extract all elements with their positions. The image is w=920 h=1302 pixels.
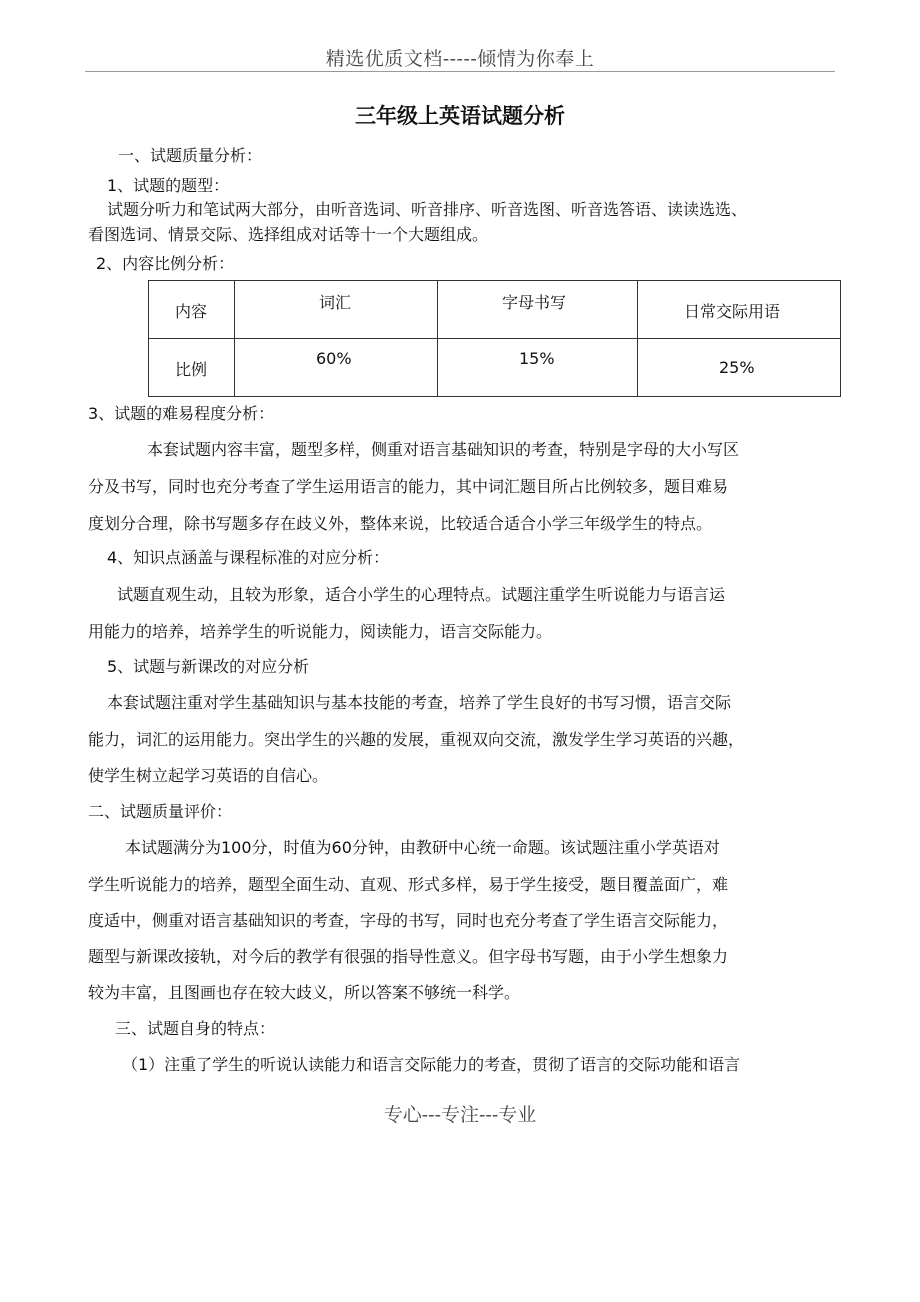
q3-heading: 3、试题的难易程度分析： [88, 404, 275, 423]
q1-heading: 1、试题的题型： [107, 176, 230, 195]
table-row [149, 339, 841, 397]
sec2-paragraph-line: 较为丰富，且图画也存在较大歧义，所以答案不够统一科学。 [88, 983, 521, 1002]
q4-paragraph-line: 用能力的培养，培养学生的听说能力，阅读能力，语言交际能力。 [88, 622, 553, 641]
header-divider [85, 71, 835, 72]
table-row [149, 281, 841, 339]
ratio-table [148, 280, 841, 397]
q5-paragraph-line: 本套试题注重对学生基础知识与基本技能的考查，培养了学生良好的书写习惯，语言交际 [107, 693, 732, 712]
q5-paragraph-line: 使学生树立起学习英语的自信心。 [88, 766, 329, 785]
page-header: 精选优质文档-----倾情为你奉上 [325, 48, 595, 70]
section1-heading: 一、试题质量分析： [118, 146, 263, 165]
q4-heading: 4、知识点涵盖与课程标准的对应分析： [107, 548, 390, 567]
q2-heading: 2、内容比例分析： [96, 254, 235, 273]
table-cell: 词汇 [235, 281, 438, 339]
q1-paragraph-line: 看图选词、情景交际、选择组成对话等十一个大题组成。 [88, 225, 489, 244]
document-title: 三年级上英语试题分析 [355, 104, 565, 128]
table-cell: 比例 [149, 339, 235, 397]
q3-paragraph-line: 分及书写，同时也充分考查了学生运用语言的能力，其中词汇题目所占比例较多，题目难易 [88, 477, 729, 496]
table-cell: 60% [235, 339, 438, 397]
q5-heading: 5、试题与新课改的对应分析 [107, 657, 310, 676]
q4-paragraph-line: 试题直观生动，且较为形象，适合小学生的心理特点。试题注重学生听说能力与语言运 [117, 585, 726, 604]
table-cell: 字母书写 [438, 281, 638, 339]
q5-paragraph-line: 能力，词汇的运用能力。突出学生的兴趣的发展，重视双向交流，激发学生学习英语的兴趣， [88, 730, 745, 749]
sec2-paragraph-line: 本试题满分为100分，时值为60分钟，由教研中心统一命题。该试题注重小学英语对 [125, 838, 720, 857]
table-cell: 内容 [149, 281, 235, 339]
sec2-paragraph-line: 题型与新课改接轨，对今后的教学有很强的指导性意义。但字母书写题，由于小学生想象力 [88, 947, 729, 966]
sec2-paragraph-line: 度适中，侧重对语言基础知识的考查，字母的书写，同时也充分考查了学生语言交际能力， [88, 911, 729, 930]
q3-paragraph-line: 本套试题内容丰富，题型多样，侧重对语言基础知识的考查，特别是字母的大小写区 [147, 440, 740, 459]
q1-paragraph-line: 试题分听力和笔试两大部分，由听音选词、听音排序、听音选图、听音选答语、读读选选、 [107, 200, 748, 219]
table-cell: 日常交际用语 [638, 281, 841, 339]
table-cell: 25% [638, 339, 841, 397]
section2-heading: 二、试题质量评价： [88, 802, 233, 821]
sec3-paragraph-line: （1）注重了学生的听说认读能力和语言交际能力的考查，贯彻了语言的交际功能和语言 [122, 1055, 741, 1074]
sec2-paragraph-line: 学生听说能力的培养，题型全面生动、直观、形式多样，易于学生接受，题目覆盖面广，难 [88, 875, 729, 894]
q3-paragraph-line: 度划分合理，除书写题多存在歧义外，整体来说，比较适合适合小学三年级学生的特点。 [88, 514, 713, 533]
page-footer: 专心---专注---专业 [383, 1104, 537, 1126]
table-cell: 15% [438, 339, 638, 397]
section3-heading: 三、试题自身的特点： [115, 1019, 276, 1038]
